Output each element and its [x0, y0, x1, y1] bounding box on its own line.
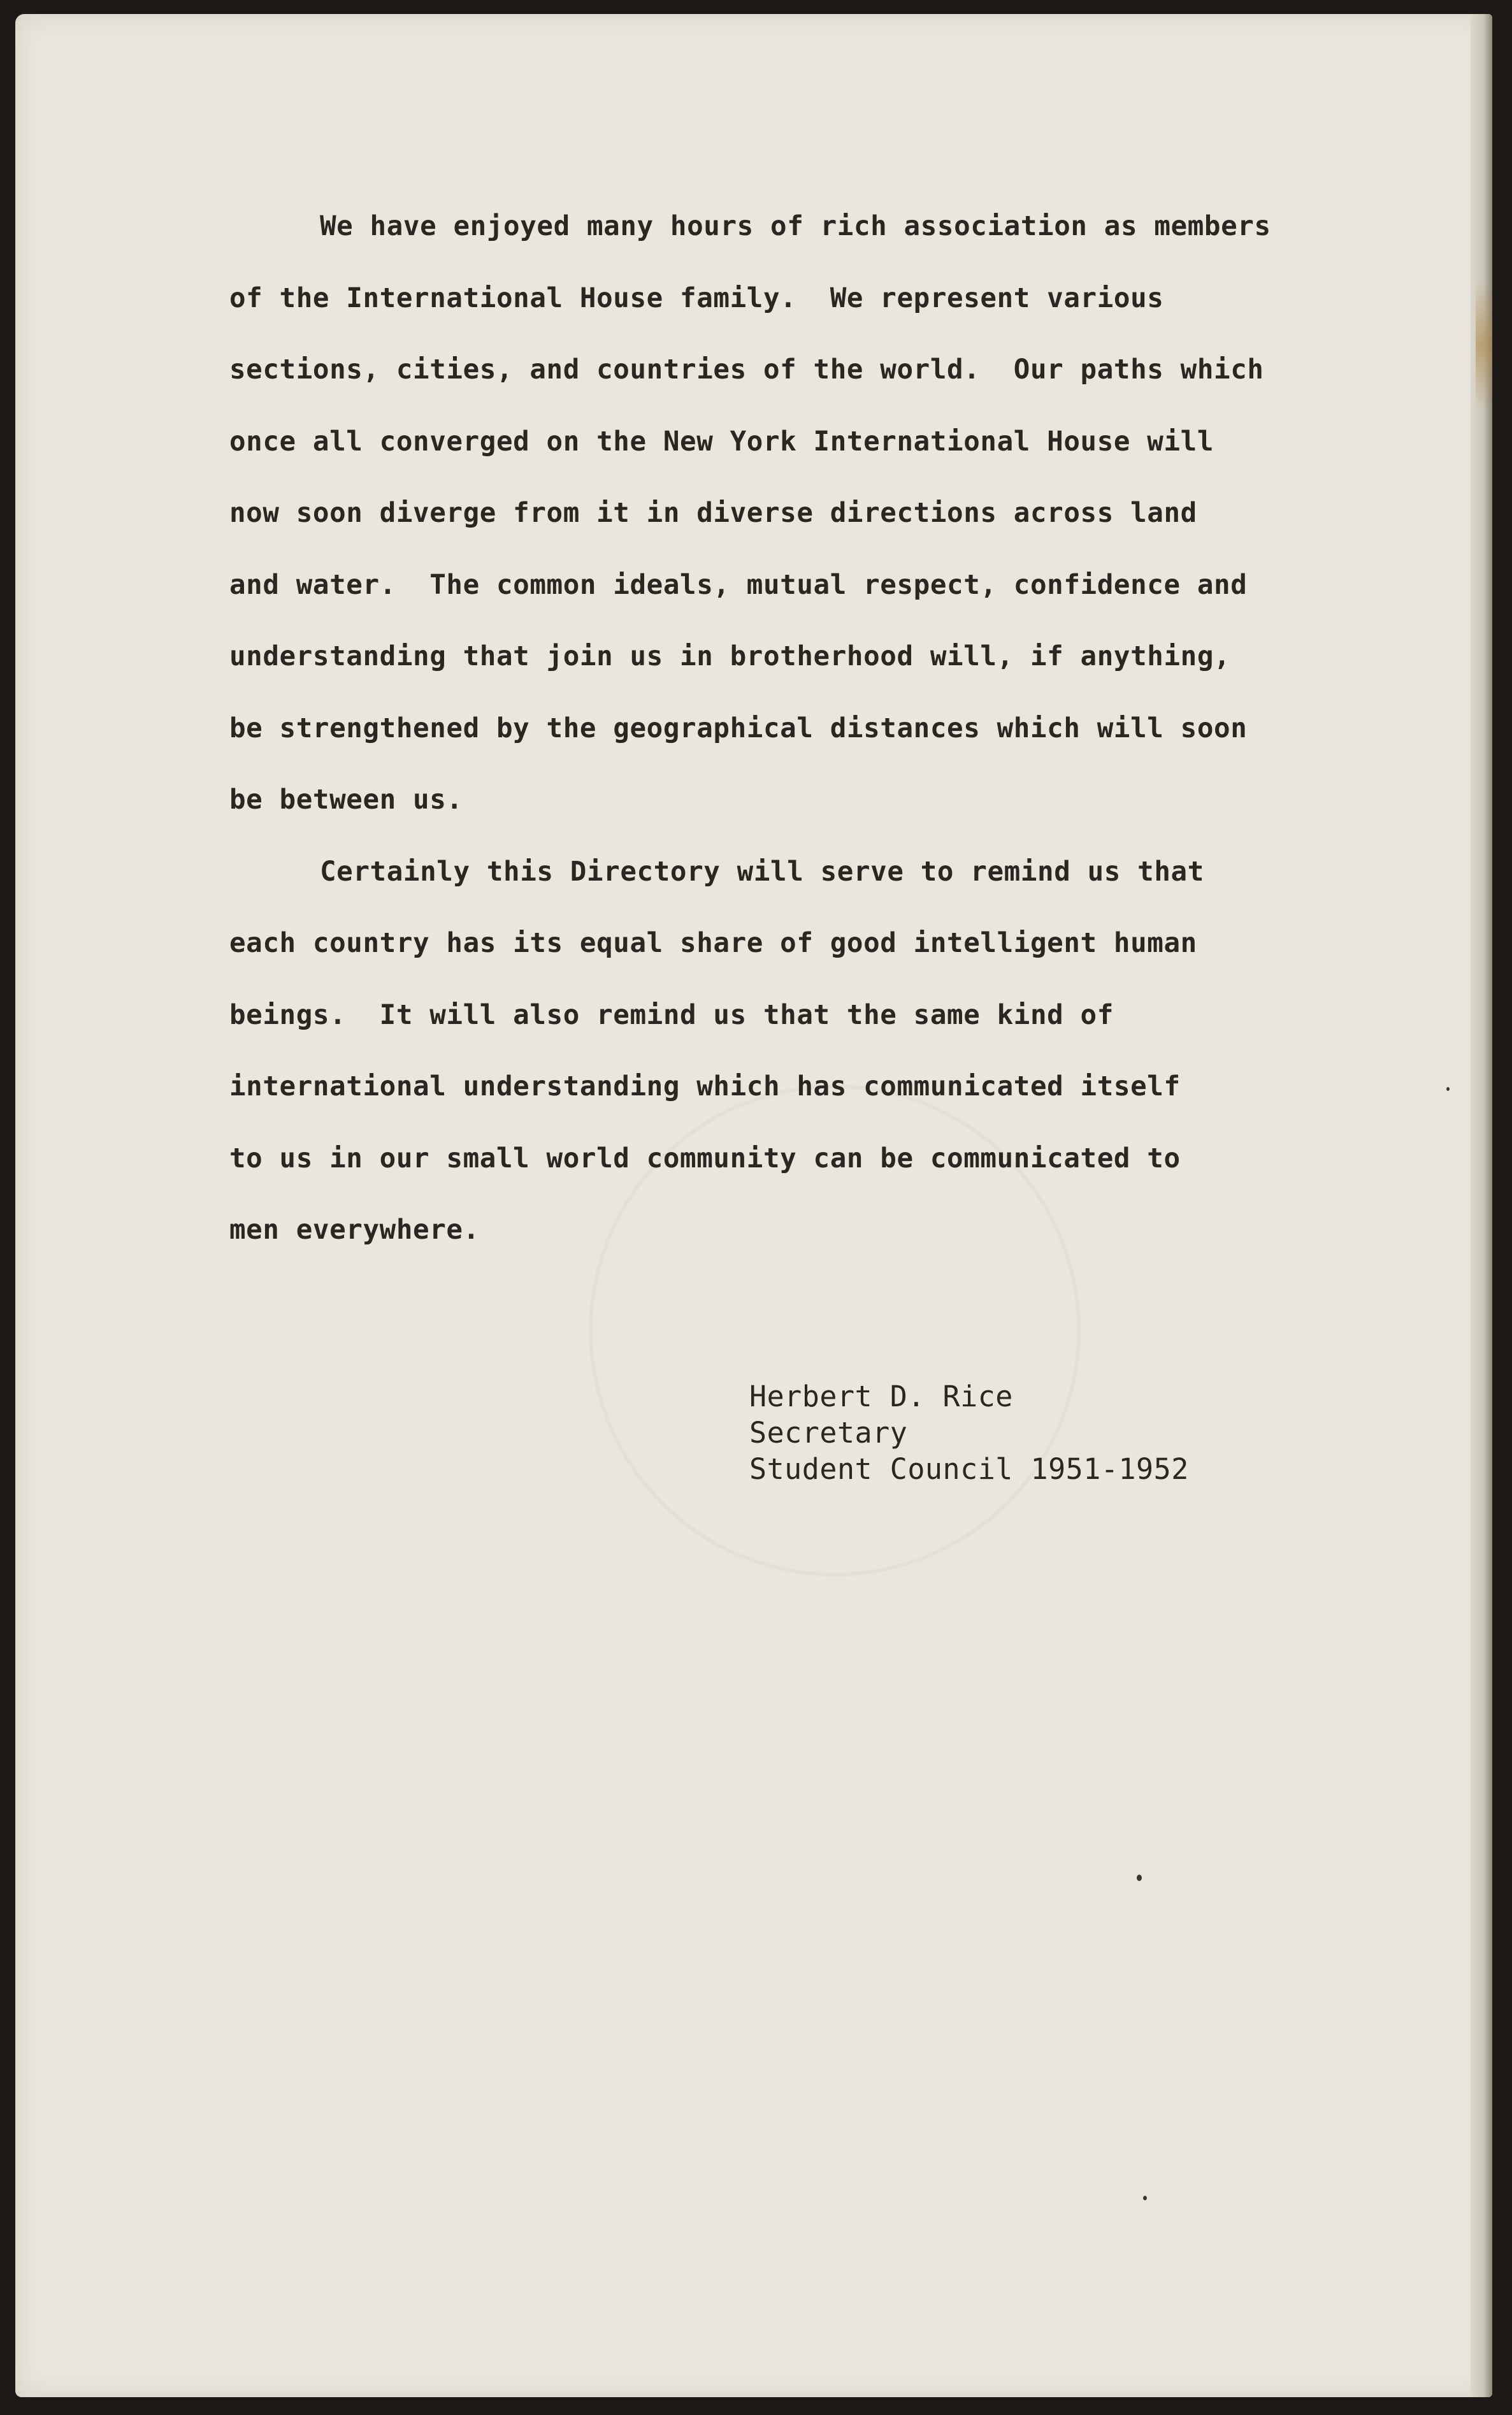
text-line: and water. The common ideals, mutual respect, confidence and — [229, 569, 1248, 601]
signer-title: Secretary — [749, 1416, 908, 1450]
text-line: once all converged on the New York International House will — [229, 426, 1214, 458]
signer-organization: Student Council 1951-1952 — [749, 1452, 1189, 1486]
text-line: Certainly this Directory will serve to remind us that — [320, 856, 1204, 888]
signature-block — [749, 1378, 1189, 1487]
text-line: understanding that join us in brotherhood will, if anything, — [229, 641, 1231, 672]
text-line: be strengthened by the geographical distances which will soon — [229, 712, 1248, 744]
paper-speck — [1446, 1087, 1450, 1091]
paper-stain — [1476, 282, 1492, 409]
signer-name: Herbert D. Rice — [749, 1380, 1013, 1413]
paper-speck — [1137, 1875, 1142, 1881]
letter-body — [229, 191, 1364, 1267]
text-line: sections, cities, and countries of the world. Our paths which — [229, 354, 1264, 386]
text-line: each country has its equal share of good intelligent human — [229, 928, 1197, 959]
text-line: now soon diverge from it in diverse directions across land — [229, 498, 1197, 529]
paragraph-2 — [229, 837, 1364, 1267]
text-line: We have enjoyed many hours of rich association as members — [320, 211, 1271, 242]
text-line: of the International House family. We represent various — [229, 282, 1164, 314]
text-line: be between us. — [229, 784, 463, 816]
text-line: international understanding which has communicated itself — [229, 1071, 1181, 1102]
text-line: beings. It will also remind us that the same kind of — [229, 999, 1114, 1031]
paragraph-1 — [229, 191, 1364, 837]
paper-speck — [1143, 2196, 1147, 2200]
text-line: to us in our small world community can be communicated to — [229, 1143, 1181, 1174]
text-line: men everywhere. — [229, 1215, 480, 1246]
